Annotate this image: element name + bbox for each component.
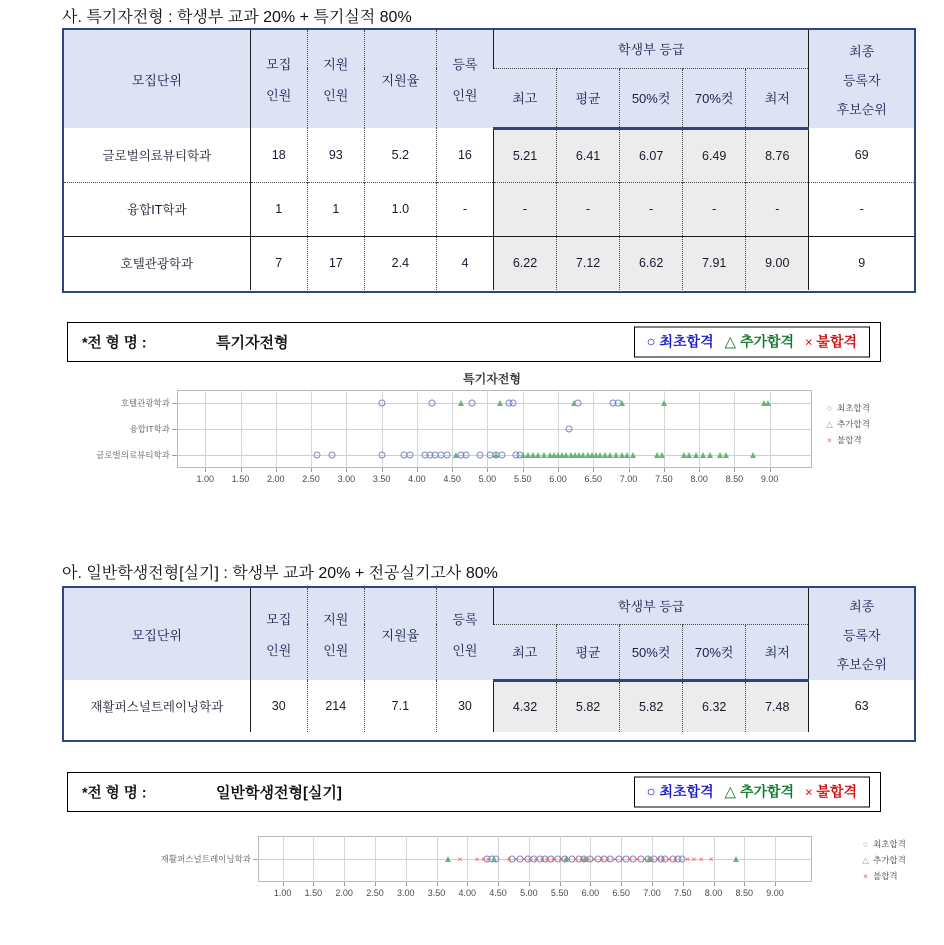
x-axis-tick-label: 8.00: [704, 888, 723, 898]
chart-1-title: 특기자전형: [463, 372, 521, 386]
cell-grade-avg: 5.82: [557, 680, 620, 732]
circle-icon: ○: [826, 403, 833, 413]
x-gridline: [744, 836, 745, 882]
section-2-heading: 아. 일반학생전형[실기] : 학생부 교과 20% + 전공실기고사 80%: [62, 565, 498, 582]
cell-ratio: 2.4: [364, 236, 436, 290]
circle-icon: ○: [646, 783, 656, 801]
data-point-cross: ×: [698, 853, 704, 864]
data-point-circle: [378, 400, 385, 407]
cross-icon: ×: [863, 871, 868, 881]
x-axis-tick-label: 3.00: [396, 888, 415, 898]
x-tick-mark: [313, 882, 314, 886]
x-tick-mark: [590, 882, 591, 886]
x-axis-tick-label: 1.50: [304, 888, 323, 898]
data-point-cross: ×: [685, 853, 691, 864]
x-axis-tick-label: 1.50: [231, 474, 250, 484]
data-point-circle: [429, 400, 436, 407]
data-point-cross: ×: [598, 853, 604, 864]
x-gridline: [241, 390, 242, 468]
cross-icon: ×: [804, 784, 813, 800]
th-grade-avg: 평균: [557, 624, 620, 680]
x-tick-mark: [775, 882, 776, 886]
legend-entry: [860, 838, 906, 850]
cell-grade-70cut: 6.32: [683, 680, 746, 732]
data-point-triangle: [619, 400, 625, 406]
chart-1-type-label: *전 형 명 :: [82, 335, 147, 352]
x-gridline: [313, 836, 314, 882]
cell-unit: 재활퍼스널트레이닝학과: [90, 700, 224, 714]
cell-final-rank: -: [809, 182, 914, 236]
x-axis-tick-label: 7.50: [655, 474, 673, 484]
legend-entry: [824, 434, 870, 446]
x-tick-mark: [346, 468, 347, 472]
data-point-triangle: [700, 452, 706, 458]
x-tick-mark: [382, 468, 383, 472]
data-point-circle: [498, 452, 505, 459]
x-axis-tick-label: 4.50: [443, 474, 461, 484]
x-tick-mark: [770, 468, 771, 472]
scatter-chart-1: [62, 368, 922, 533]
x-axis-tick-label: 9.00: [766, 888, 784, 898]
x-tick-mark: [621, 882, 622, 886]
x-gridline: [775, 836, 776, 882]
cell-applicants: 214: [307, 680, 364, 732]
cell-grade-avg: -: [557, 182, 620, 236]
legend-entry-label: 추가합격: [837, 419, 870, 429]
cell-grade-70cut: 7.91: [683, 236, 746, 290]
th-final-rank: 최종 등록자 후보순위: [809, 30, 914, 128]
category-gridline: [177, 403, 812, 404]
x-axis-tick-label: 2.50: [302, 474, 320, 484]
th-unit: 모집단위: [64, 30, 250, 128]
data-point-triangle: [445, 856, 451, 862]
cell-grade-min: 8.76: [746, 128, 809, 182]
chart-2-type-label: *전 형 명 :: [82, 785, 147, 802]
x-axis-tick-label: 7.00: [643, 888, 661, 898]
x-gridline: [714, 836, 715, 882]
data-point-triangle: [491, 856, 497, 862]
th-grade-50cut: 50%컷: [620, 624, 683, 680]
x-tick-mark: [452, 468, 453, 472]
data-point-cross: ×: [585, 853, 591, 864]
triangle-icon: △: [724, 333, 737, 351]
data-point-circle: [678, 856, 685, 863]
data-point-cross: ×: [539, 853, 545, 864]
x-tick-mark: [241, 468, 242, 472]
x-gridline: [283, 836, 284, 882]
cell-grade-max: 5.21: [493, 128, 556, 182]
x-axis-tick-label: 6.50: [584, 474, 603, 484]
th-grade-max: 최고: [493, 624, 556, 680]
legend-pass-text: 최초합격: [659, 333, 714, 350]
x-gridline: [346, 390, 347, 468]
legend-entry: [824, 418, 870, 430]
th-grade-group: 학생부 등급: [493, 30, 808, 68]
legend-fail-text: 불합격: [816, 783, 857, 800]
legend-entry-label: 최초합격: [873, 839, 906, 849]
legend-entry-label: 추가합격: [873, 855, 906, 865]
cell-grade-50cut: 6.62: [620, 236, 683, 290]
data-point-circle: [477, 452, 484, 459]
data-point-triangle: [630, 452, 636, 458]
cell-grade-min: 7.48: [746, 680, 809, 732]
cell-unit: 글로벌의료뷰티학과: [102, 148, 212, 163]
x-tick-mark: [683, 882, 684, 886]
chart-1-header: [67, 322, 881, 362]
y-axis-category-label: 글로벌의료뷰티학과: [96, 450, 170, 460]
x-gridline: [276, 390, 277, 468]
legend-entry-label: 불합격: [873, 871, 898, 881]
x-axis-tick-label: 3.50: [427, 888, 446, 898]
table-section-1: [62, 28, 916, 293]
x-tick-mark: [498, 882, 499, 886]
cell-enrolled: 4: [436, 236, 493, 290]
data-point-cross: ×: [565, 853, 571, 864]
data-point-cross: ×: [558, 853, 564, 864]
cell-ratio: 1.0: [364, 182, 436, 236]
x-gridline: [344, 836, 345, 882]
data-point-cross: ×: [655, 853, 661, 864]
x-gridline: [406, 836, 407, 882]
x-tick-mark: [205, 468, 206, 472]
x-tick-mark: [560, 882, 561, 886]
data-point-cross: ×: [514, 853, 520, 864]
data-point-triangle: [707, 452, 713, 458]
chart-1-legend-box: [634, 327, 870, 358]
data-point-cross: ×: [612, 853, 618, 864]
x-gridline: [734, 390, 735, 468]
x-tick-mark: [276, 468, 277, 472]
data-point-circle: [463, 452, 470, 459]
cell-ratio: 5.2: [364, 128, 436, 182]
x-axis-tick-label: 8.50: [725, 474, 744, 484]
cell-final-rank: 69: [809, 128, 914, 182]
th-grade-avg: 평균: [557, 68, 620, 128]
y-axis-category-label: 융합IT학과: [129, 424, 170, 434]
x-axis-tick-label: 2.50: [366, 888, 384, 898]
data-point-circle: [406, 452, 413, 459]
data-point-cross: ×: [649, 853, 655, 864]
x-axis-tick-label: 1.00: [196, 474, 214, 484]
cell-grade-min: 9.00: [746, 236, 809, 290]
table-row: [64, 236, 914, 290]
chart-1-legend: [824, 402, 870, 450]
category-gridline: [177, 429, 812, 430]
legend-entry: [824, 402, 870, 414]
data-point-circle: [443, 452, 450, 459]
cell-enrolled: 16: [436, 128, 493, 182]
cell-grade-max: 4.32: [493, 680, 556, 732]
data-point-cross: ×: [527, 853, 533, 864]
legend-waitlist-text: 추가합격: [739, 783, 795, 800]
table-row: [64, 182, 914, 236]
x-tick-mark: [406, 882, 407, 886]
x-tick-mark: [375, 882, 376, 886]
cell-ratio: 7.1: [364, 680, 436, 732]
cell-final-rank: 63: [809, 680, 914, 732]
data-point-cross: ×: [457, 853, 463, 864]
data-point-cross: ×: [642, 853, 648, 864]
data-point-circle: [378, 452, 385, 459]
scatter-chart-2: [62, 822, 922, 937]
th-final-rank: 최종 등록자 후보순위: [809, 588, 914, 680]
data-point-cross: ×: [521, 853, 527, 864]
cell-grade-50cut: 6.07: [620, 128, 683, 182]
th-quota: 모집 인원: [250, 30, 307, 128]
data-point-cross: ×: [485, 853, 491, 864]
admissions-table-1: [64, 30, 914, 290]
x-axis-tick-label: 5.50: [513, 474, 532, 484]
y-tick-mark: [253, 859, 258, 860]
data-point-triangle: [661, 400, 667, 406]
data-point-triangle: [765, 400, 771, 406]
legend-waitlist-text: 추가합격: [739, 333, 795, 350]
data-point-triangle: [453, 452, 459, 458]
data-point-cross: ×: [634, 853, 640, 864]
data-point-triangle: [497, 400, 503, 406]
x-tick-mark: [714, 882, 715, 886]
data-point-cross: ×: [533, 853, 539, 864]
data-point-circle: [468, 400, 475, 407]
x-gridline: [467, 836, 468, 882]
x-tick-mark: [529, 882, 530, 886]
x-gridline: [375, 836, 376, 882]
table-2-body: [64, 680, 914, 732]
x-axis-tick-label: 1.00: [273, 888, 292, 898]
x-axis-tick-label: 2.00: [335, 888, 353, 898]
x-tick-mark: [652, 882, 653, 886]
x-tick-mark: [311, 468, 312, 472]
x-tick-mark: [699, 468, 700, 472]
th-grade-min: 최저: [746, 624, 809, 680]
x-axis-tick-label: 3.00: [337, 474, 356, 484]
data-point-triangle: [659, 452, 665, 458]
x-tick-mark: [344, 882, 345, 886]
x-axis-tick-label: 2.00: [267, 474, 285, 484]
th-grade-70cut: 70%컷: [683, 68, 746, 128]
data-point-circle: [313, 452, 320, 459]
y-axis-category-label: 재활퍼스널트레이닝학과: [160, 854, 251, 864]
data-point-circle: [565, 426, 572, 433]
cell-grade-70cut: -: [683, 182, 746, 236]
table-1-body: [64, 128, 914, 290]
cell-grade-avg: 7.12: [557, 236, 620, 290]
table-row: [64, 128, 914, 182]
th-grade-max: 최고: [493, 68, 556, 128]
data-point-cross: ×: [474, 853, 480, 864]
x-axis-tick-label: 5.00: [478, 474, 497, 484]
data-point-cross: ×: [579, 853, 585, 864]
th-ratio: 지원율: [364, 588, 436, 680]
data-point-cross: ×: [708, 853, 714, 864]
cell-quota: 18: [250, 128, 307, 182]
y-tick-mark: [172, 429, 177, 430]
chart-2-type-value: 일반학생전형[실기]: [216, 784, 342, 802]
cell-quota: 7: [250, 236, 307, 290]
legend-entry-label: 최초합격: [837, 403, 870, 413]
data-point-circle: [509, 400, 516, 407]
data-point-triangle: [493, 452, 499, 458]
data-point-cross: ×: [544, 853, 550, 864]
triangle-icon: △: [862, 854, 869, 865]
x-axis-tick-label: 7.00: [619, 474, 638, 484]
data-point-cross: ×: [573, 853, 579, 864]
cell-quota: 30: [250, 680, 307, 732]
x-tick-mark: [283, 882, 284, 886]
x-axis-tick-label: 4.50: [489, 888, 507, 898]
x-tick-mark: [558, 468, 559, 472]
cell-quota: 1: [250, 182, 307, 236]
cell-unit: 호텔관광학과: [64, 236, 250, 290]
data-point-cross: ×: [666, 853, 672, 864]
triangle-icon: △: [724, 783, 737, 801]
table-row: [64, 680, 914, 732]
x-axis-tick-label: 6.50: [612, 888, 630, 898]
data-point-cross: ×: [691, 853, 697, 864]
data-point-triangle: [693, 452, 699, 458]
chart-1-type-value: 특기자전형: [216, 334, 289, 352]
th-applicants: 지원 인원: [307, 30, 364, 128]
cell-applicants: 1: [307, 182, 364, 236]
x-axis-tick-label: 4.00: [408, 474, 426, 484]
circle-icon: ○: [646, 333, 656, 351]
cell-grade-70cut: 6.49: [683, 128, 746, 182]
data-point-triangle: [571, 400, 577, 406]
legend-entry: [860, 870, 906, 882]
x-tick-mark: [734, 468, 735, 472]
th-grade-min: 최저: [746, 68, 809, 128]
legend-entry: [860, 854, 906, 866]
data-point-cross: ×: [627, 853, 633, 864]
x-axis-tick-label: 8.50: [735, 888, 754, 898]
chart-2-legend: [860, 838, 906, 886]
x-gridline: [417, 390, 418, 468]
cell-enrolled: -: [436, 182, 493, 236]
cell-grade-max: 6.22: [493, 236, 556, 290]
x-tick-mark: [417, 468, 418, 472]
cross-icon: ×: [827, 435, 832, 445]
circle-icon: ○: [862, 839, 869, 849]
y-tick-mark: [172, 403, 177, 404]
x-gridline: [311, 390, 312, 468]
data-point-cross: ×: [591, 853, 597, 864]
x-axis-tick-label: 5.00: [520, 888, 538, 898]
data-point-cross: ×: [672, 853, 678, 864]
data-point-triangle: [458, 400, 464, 406]
th-grade-group: 학생부 등급: [493, 588, 808, 624]
th-quota: 모집 인원: [250, 588, 307, 680]
x-axis-tick-label: 7.50: [673, 888, 692, 898]
cell-applicants: 17: [307, 236, 364, 290]
x-gridline: [437, 836, 438, 882]
table-2-head: [64, 588, 914, 680]
chart-2-header: [67, 772, 881, 812]
cell-applicants: 93: [307, 128, 364, 182]
th-enrolled: 등록 인원: [436, 588, 493, 680]
cell-final-rank: 9: [809, 236, 914, 290]
x-axis-tick-label: 8.00: [690, 474, 708, 484]
legend-fail-text: 불합격: [816, 333, 857, 350]
x-tick-mark: [744, 882, 745, 886]
cell-unit: 융합IT학과: [64, 182, 250, 236]
data-point-cross: ×: [506, 853, 512, 864]
data-point-cross: ×: [480, 853, 486, 864]
th-grade-70cut: 70%컷: [683, 624, 746, 680]
th-applicants: 지원 인원: [307, 588, 364, 680]
x-tick-mark: [593, 468, 594, 472]
th-enrolled: 등록 인원: [436, 30, 493, 128]
x-axis-tick-label: 5.50: [550, 888, 569, 898]
x-gridline: [205, 390, 206, 468]
cell-grade-avg: 6.41: [557, 128, 620, 182]
x-axis-tick-label: 3.50: [372, 474, 391, 484]
cell-grade-50cut: 5.82: [620, 680, 683, 732]
data-point-cross: ×: [619, 853, 625, 864]
triangle-icon: △: [826, 418, 833, 429]
x-axis-tick-label: 6.00: [581, 888, 600, 898]
data-point-cross: ×: [550, 853, 556, 864]
th-ratio: 지원율: [364, 30, 436, 128]
x-tick-mark: [487, 468, 488, 472]
x-axis-tick-label: 6.00: [549, 474, 567, 484]
x-tick-mark: [664, 468, 665, 472]
table-1-head: [64, 30, 914, 128]
x-tick-mark: [467, 882, 468, 886]
chart-2-legend-box: [634, 777, 870, 808]
th-unit: 모집단위: [64, 588, 250, 680]
legend-pass-text: 최초합격: [659, 783, 714, 800]
cross-icon: ×: [804, 334, 813, 350]
x-axis-tick-label: 4.00: [458, 888, 477, 898]
table-section-2: [62, 586, 916, 742]
admissions-table-2: [64, 588, 914, 732]
x-tick-mark: [523, 468, 524, 472]
cell-enrolled: 30: [436, 680, 493, 732]
data-point-circle: [329, 452, 336, 459]
data-point-cross: ×: [660, 853, 666, 864]
section-1-heading: 사. 특기자전형 : 학생부 교과 20% + 특기실적 80%: [62, 9, 412, 26]
data-point-cross: ×: [605, 853, 611, 864]
cell-grade-max: -: [493, 182, 556, 236]
th-grade-50cut: 50%컷: [620, 68, 683, 128]
cell-grade-50cut: -: [620, 182, 683, 236]
y-tick-mark: [172, 455, 177, 456]
cell-grade-min: -: [746, 182, 809, 236]
legend-entry-label: 불합격: [837, 435, 862, 445]
x-axis-tick-label: 9.00: [760, 474, 779, 484]
data-point-triangle: [733, 856, 739, 862]
data-point-triangle: [723, 452, 729, 458]
x-tick-mark: [437, 882, 438, 886]
x-tick-mark: [629, 468, 630, 472]
data-point-triangle: [750, 452, 756, 458]
data-point-triangle: [686, 452, 692, 458]
y-axis-category-label: 호텔관광학과: [120, 398, 170, 408]
